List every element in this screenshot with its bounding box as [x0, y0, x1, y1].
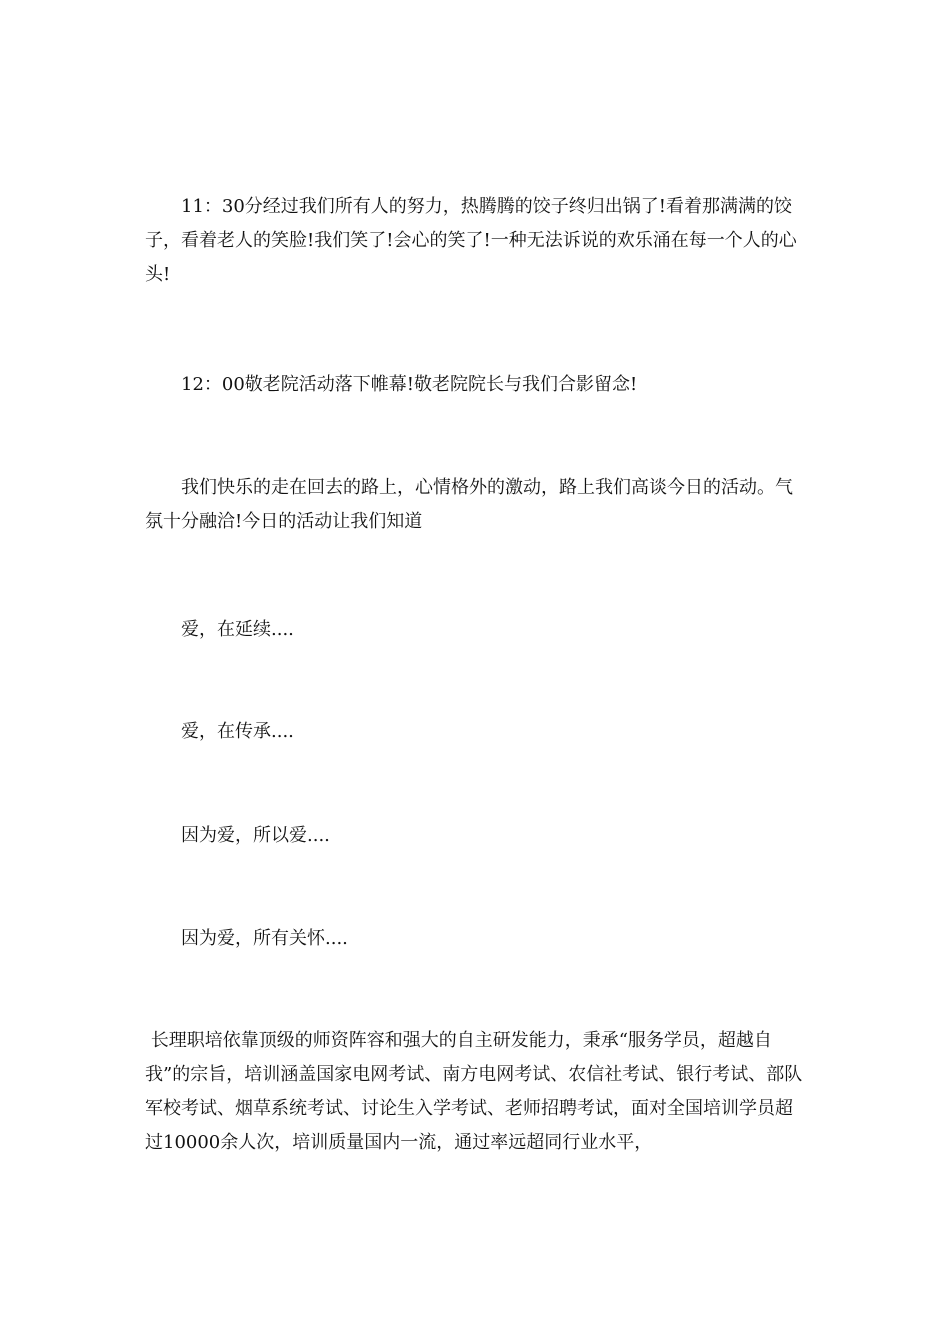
paragraph-all-care: 因为爱，所有关怀.... [145, 928, 348, 949]
paragraph-love-inherits: 爱，在传承.... [145, 721, 294, 742]
paragraph-love-continues: 爱，在延续.... [145, 619, 294, 640]
paragraph-dumplings: 11：30分经过我们所有人的努力，热腾腾的饺子终归出锅了!看着那满满的饺子，看着老人的笑脸!我们笑了!会心的笑了!一种无法诉说的欢乐涌在每一个人的心头! [145, 196, 797, 285]
paragraph-activity-end: 12：00敬老院活动落下帷幕!敬老院院长与我们合影留念! [145, 374, 638, 395]
paragraph-training-ad: 长理职培依靠顶级的师资阵容和强大的自主研发能力，秉承“服务学员，超越自我”的宗旨，培训涵盖国家电网考试、南方电网考试、农信社考试、银行考试、部队军校考试、烟草系统考试、讨论生入学考试、老师招聘考试，面对全国培训学员超过10000余人次，培训质量国内一流，通过率远超同行业水平， [145, 1030, 803, 1153]
paragraph-because-love: 因为爱，所以爱.... [145, 825, 330, 846]
paragraph-return-trip: 我们快乐的走在回去的路上，心情格外的激动，路上我们高谈今日的活动。气氛十分融洽!今日的活动让我们知道 [145, 477, 793, 532]
